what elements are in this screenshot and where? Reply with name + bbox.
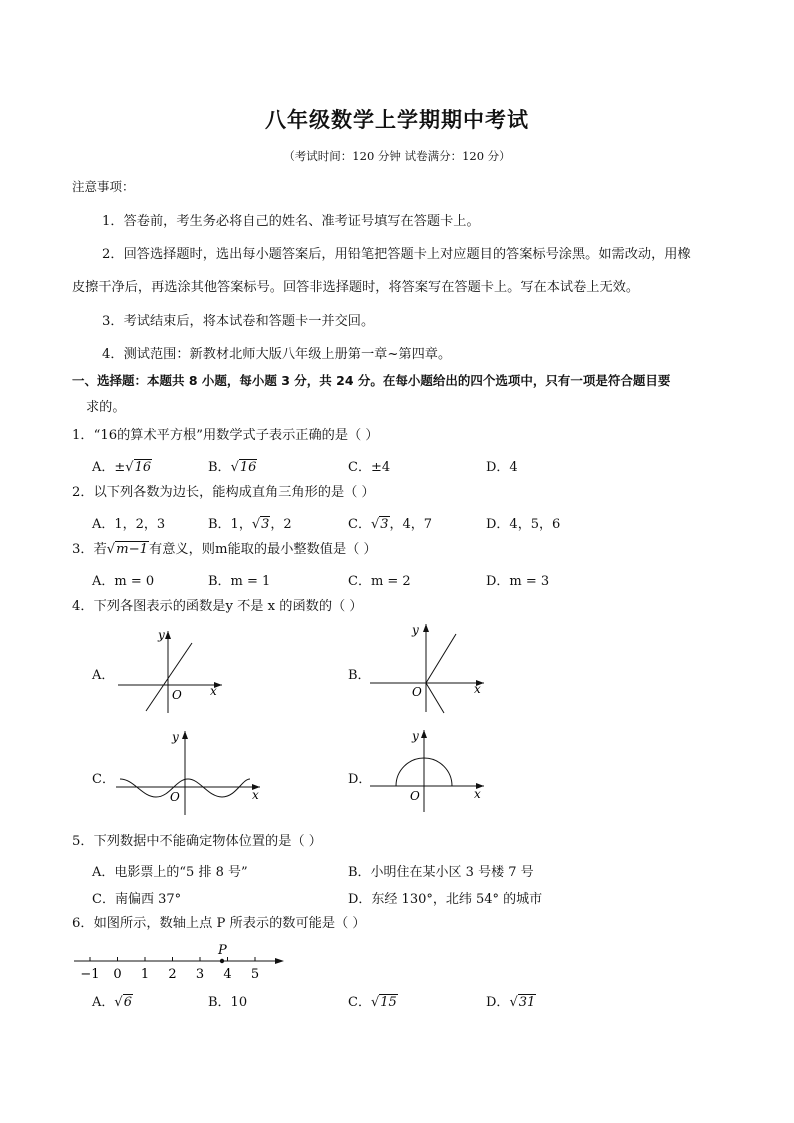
sqrt-symbol: √6 [114, 995, 132, 1010]
sqrt-symbol: √3 [370, 517, 389, 532]
q3-option-a: A．m = 0 [92, 574, 155, 589]
sqrt-symbol: √3 [251, 517, 270, 532]
q1-option-c: C．±4 [348, 460, 391, 475]
point-p-marker [220, 959, 224, 963]
y-axis-label: y [158, 628, 165, 642]
x-axis-label: x [210, 684, 217, 698]
notes-heading: 注意事项： [72, 179, 135, 194]
q4-option-a-label: A． [92, 668, 115, 683]
q1-option-b: B．√16 [208, 460, 257, 475]
section-heading-cont: 求的。 [86, 400, 126, 415]
question-2-stem: 2．以下列各数为边长，能构成直角三角形的是（ ） [72, 485, 375, 500]
q6-number-line [70, 938, 290, 984]
sqrt-symbol: √m−1 [106, 542, 149, 557]
origin-label: O [412, 685, 422, 699]
q4-option-c-label: C． [92, 772, 115, 787]
note-3: 3．考试结束后，将本试卷和答题卡一并交回。 [102, 314, 375, 329]
note-2-line2: 皮擦干净后，再选涂其他答案标号。回答非选择题时，将答案写在答题卡上。写在本试卷上无效。 [72, 280, 640, 295]
q3-option-d: D．m = 3 [486, 574, 550, 589]
q2-option-c: C．√3，4，7 [348, 517, 433, 532]
question-4-stem: 4．下列各图表示的函数是y 不是 x 的函数的（ ） [72, 599, 363, 614]
x-axis-label: x [474, 787, 481, 801]
q4-graph-a [110, 625, 230, 715]
note-1: 1．答卷前，考生务必将自己的姓名、准考证号填写在答题卡上。 [102, 214, 480, 229]
question-3-stem: 3．若√m−1有意义，则m能取的最小整数值是（ ） [72, 542, 377, 557]
x-axis-label: x [252, 788, 259, 802]
question-6-stem: 6．如图所示，数轴上点 P 所表示的数可能是（ ） [72, 916, 366, 931]
question-1-stem: 1．“16的算术平方根”用数学式子表示正确的是（ ） [72, 428, 379, 443]
q5-option-b: B．小明住在某小区 3 号楼 7 号 [348, 865, 534, 880]
x-axis-label: x [474, 682, 481, 696]
point-p-label: P [218, 943, 227, 958]
sqrt-symbol: √16 [125, 460, 152, 475]
sqrt-symbol: √31 [509, 995, 536, 1010]
q4-graph-b [366, 620, 491, 715]
q2-option-a: A．1，2，3 [92, 517, 166, 532]
number-line-tick-label: 2 [168, 967, 177, 982]
q3-option-c: C．m = 2 [348, 574, 411, 589]
q6-option-b: B．10 [208, 995, 248, 1010]
origin-label: O [410, 789, 420, 803]
y-axis-label: y [412, 623, 419, 637]
y-axis-label: y [172, 730, 179, 744]
sqrt-symbol: √16 [230, 460, 257, 475]
number-line-tick-label: −1 [80, 967, 100, 982]
q4-graph-c [112, 727, 267, 817]
q1-option-d: D．4 [486, 460, 518, 475]
q4-graph-d [366, 726, 491, 816]
question-5-stem: 5．下列数据中不能确定物体位置的是（ ） [72, 834, 322, 849]
section-heading: 一、选择题：本题共 8 小题，每小题 3 分，共 24 分。在每小题给出的四个选项中，只有一项是符合题目要 [72, 373, 671, 388]
note-2-line1: 2．回答选择题时，选出每小题答案后，用铅笔把答题卡上对应题目的答案标号涂黑。如需改动，用橡 [102, 247, 691, 262]
q3-option-b: B．m = 1 [208, 574, 271, 589]
origin-label: O [172, 688, 182, 702]
sqrt-symbol: √15 [370, 995, 397, 1010]
q6-option-d: D．√31 [486, 995, 536, 1010]
y-axis-label: y [412, 729, 419, 743]
q2-option-b: B．1，√3，2 [208, 517, 292, 532]
number-line-tick-label: 0 [113, 967, 122, 982]
q2-option-d: D．4，5，6 [486, 517, 561, 532]
q1-option-a: A．±√16 [92, 460, 152, 475]
note-4: 4．测试范围：新教材北师大版八年级上册第一章~第四章。 [102, 347, 452, 362]
q5-option-a: A．电影票上的“5 排 8 号” [92, 865, 248, 880]
origin-label: O [170, 790, 180, 804]
q5-option-c: C．南偏西 37° [92, 892, 182, 907]
exam-info: （考试时间：120 分钟 试卷满分：120 分） [283, 149, 511, 163]
q5-option-d: D．东经 130°，北纬 54° 的城市 [348, 892, 543, 907]
q6-option-c: C．√15 [348, 995, 397, 1010]
page-title: 八年级数学上学期期中考试 [265, 108, 529, 132]
number-line-tick-label: 1 [140, 967, 150, 982]
number-line-tick-label: 5 [250, 967, 260, 982]
q6-option-a: A．√6 [92, 995, 132, 1010]
number-line-tick-label: 3 [195, 967, 205, 982]
q4-option-b-label: B． [348, 668, 371, 683]
q4-option-d-label: D． [348, 772, 372, 787]
number-line-tick-label: 4 [223, 967, 232, 982]
